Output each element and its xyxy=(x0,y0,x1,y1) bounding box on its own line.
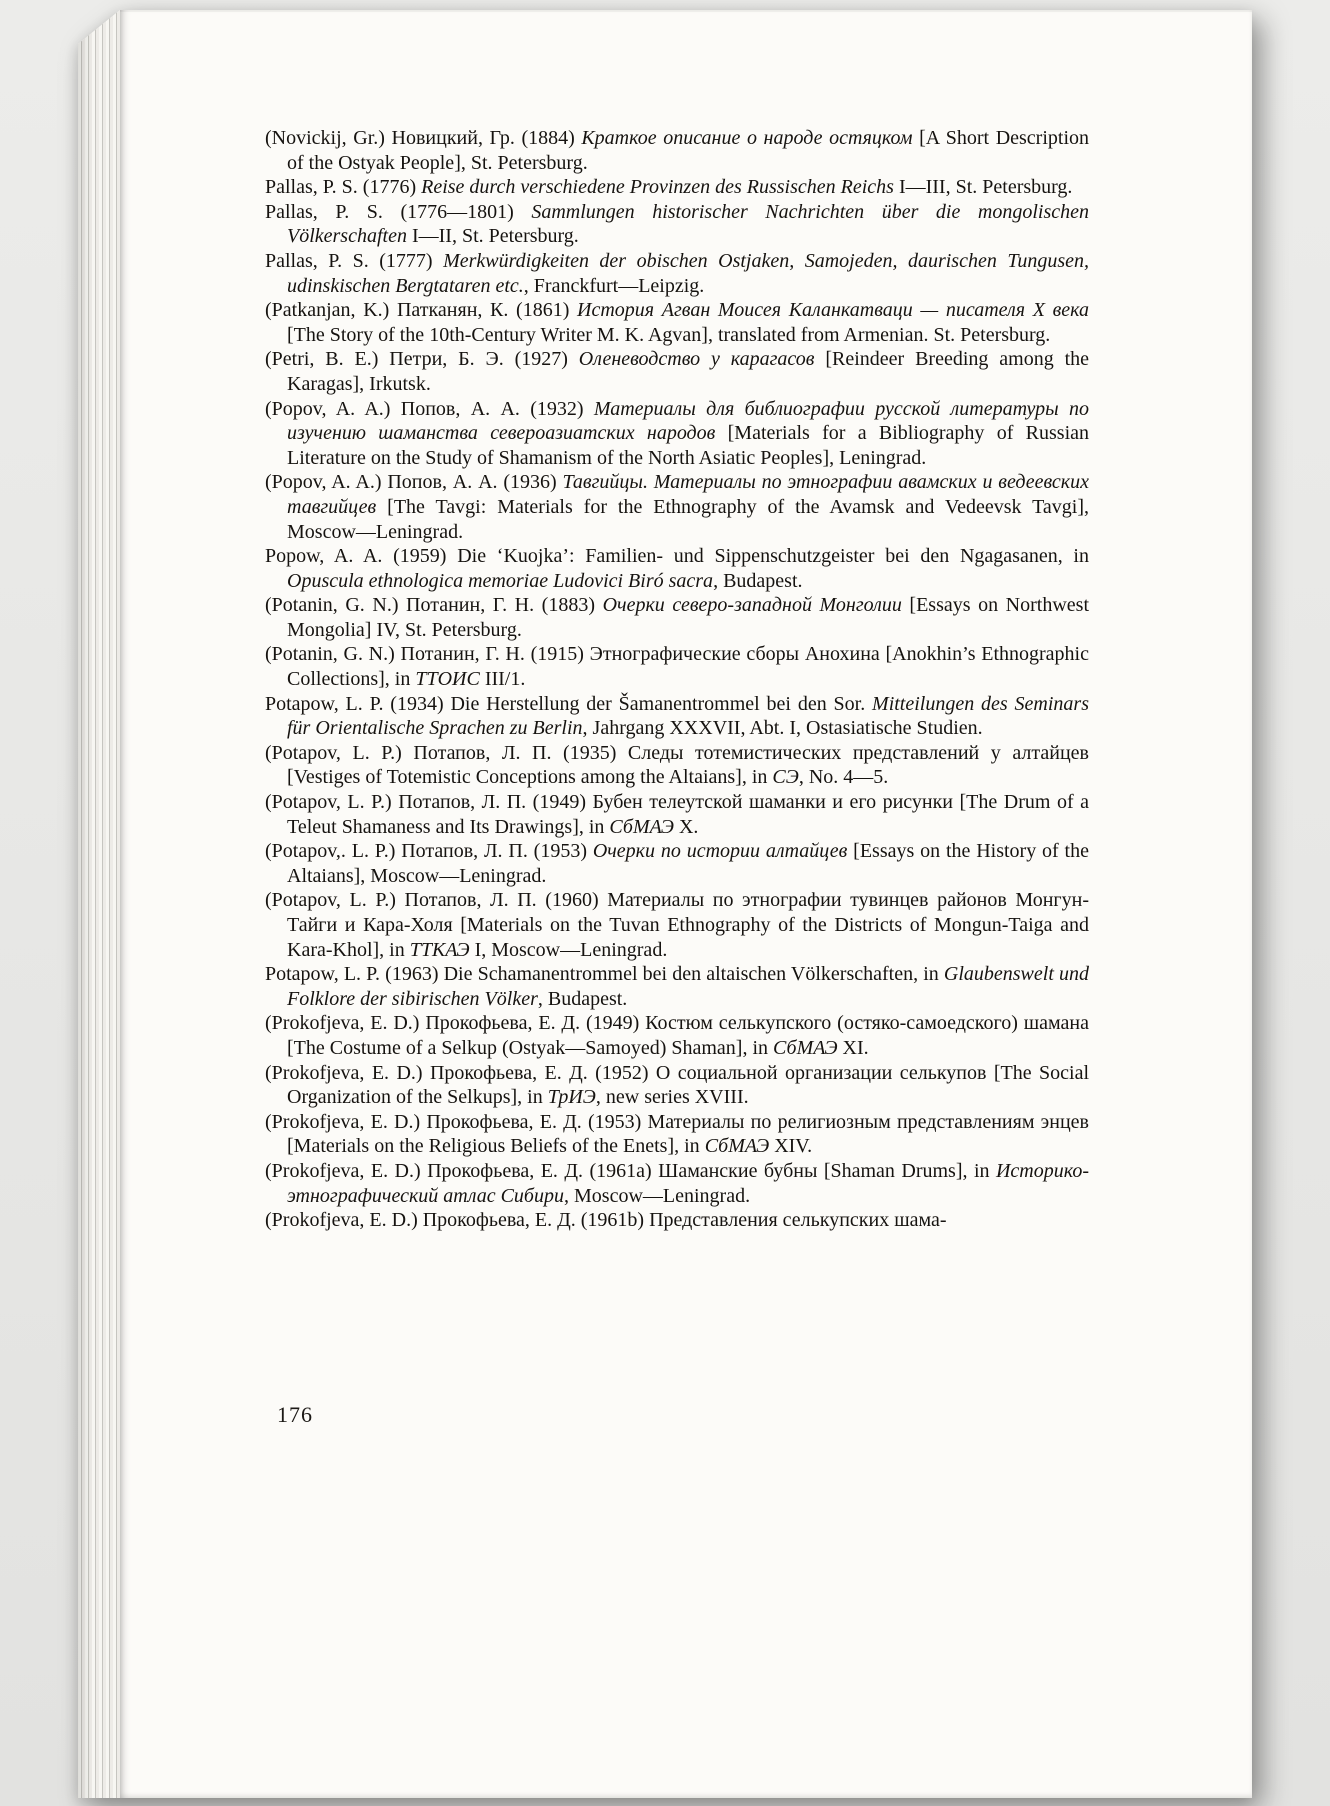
bibliography-entry xyxy=(265,741,1089,790)
bibliography-entry xyxy=(265,1061,1089,1110)
scanned-book xyxy=(78,10,1252,1798)
bibliography-entry xyxy=(265,347,1089,396)
entry-text: (Prokofjeva, E. D.) Прокофьева, Е. Д. (1949) Костюм селькупского (остяко-самоедского) шамана [The Costume of a Selkup (Ostyak—Samoyed) Shaman], in xyxy=(265,1012,1089,1059)
bibliography-entry xyxy=(265,888,1089,962)
bibliography-entry xyxy=(265,1208,1089,1233)
entry-text: [Reindeer Breeding among the Karagas], Irkutsk. xyxy=(287,348,1090,395)
entry-text: Pallas, P. S. (1777) xyxy=(265,249,444,272)
bibliography-entry xyxy=(265,839,1089,888)
entry-text: , Budapest. xyxy=(537,987,628,1010)
entry-text: [A Short Description of the Ostyak People], St. Petersburg. xyxy=(287,127,1089,174)
entry-text: (Prokofjeva, E. D.) Прокофьева, Е. Д. (1961a) Шаманские бубны [Shaman Drums], in xyxy=(265,1159,996,1182)
entry-title-italic: ТТОИС xyxy=(415,668,480,691)
entry-title-italic: СбМАЭ xyxy=(704,1135,770,1158)
entry-text: (Potanin, G. N.) Потанин, Г. Н. (1915) Этнографические сборы Анохина [Anokhin’s Ethnographic Collections], in xyxy=(265,643,1089,691)
page-number: 176 xyxy=(277,1402,313,1427)
entry-text: [Materials for a Bibliography of Russian Literature on the Study of Shamanism of the North Asiatic Peoples], Leningrad. xyxy=(287,422,1089,469)
entry-text: (Potapov, L. P.) Потапов, Л. П. (1935) Следы тотемистических представлений у алтайцев [Vestiges of Totemistic Conceptions among the Altaians], in xyxy=(265,741,1089,789)
entry-text: I, Moscow—Leningrad. xyxy=(469,938,668,961)
entry-text: , Budapest. xyxy=(713,569,803,592)
entry-title-italic: Opuscula ethnologica memoriae Ludovici Biró sacra xyxy=(287,569,714,592)
entry-title-italic: Sammlungen historischer Nachrichten über die mongolischen Völkerschaften xyxy=(287,200,1090,248)
bibliography-entry xyxy=(265,692,1089,741)
entry-title-italic: Очерки по истории алтайцев xyxy=(592,840,848,863)
entry-title-italic: Материалы для библиографии русской литературы по изучению шаманства североазиатских народов xyxy=(287,397,1089,445)
entry-title-italic: Merkwürdigkeiten der obischen Ostjaken, Samojeden, daurischen Tungusen, udinskischen Bergtataren etc. xyxy=(287,249,1089,297)
entry-text: [The Tavgi: Materials for the Ethnography of the Avamsk and Vedeevsk Tavgi], Moscow—Leningrad. xyxy=(287,495,1089,543)
entry-text: XI. xyxy=(837,1036,869,1059)
entry-title-italic: СбМАЭ xyxy=(609,815,674,838)
entry-title-italic: Очерки северо-западной Монголии xyxy=(602,594,902,617)
entry-text: XIV. xyxy=(769,1135,813,1158)
entry-text: Pallas, P. S. (1776) xyxy=(265,176,422,199)
entry-text: (Potapov,. L. P.) Потапов, Л. П. (1953) xyxy=(265,840,593,863)
entry-title-italic: Glaubenswelt und Folklore der sibirischen Völker xyxy=(287,963,1089,1010)
bibliography-entry xyxy=(265,642,1089,691)
entry-text: Potapow, L. P. (1963) Die Schamanentrommel bei den altaischen Völkerschaften, in xyxy=(265,963,944,986)
entry-text: III/1. xyxy=(479,668,526,691)
bibliography-entry xyxy=(265,1159,1089,1208)
bibliography-entry xyxy=(265,298,1089,347)
entry-text: I—II, St. Petersburg. xyxy=(406,225,579,248)
entry-title-italic: Mitteilungen des Seminars für Orientalische Sprachen zu Berlin xyxy=(287,692,1089,740)
bibliography-entry xyxy=(265,200,1089,249)
entry-title-italic: Оленеводство у карагасов xyxy=(578,348,815,371)
entry-text: X. xyxy=(673,815,699,838)
bibliography-entry xyxy=(265,790,1089,839)
entry-title-italic: Тавгийцы. Материалы по этнографии авамских и ведеевских тавгийцев xyxy=(287,471,1089,518)
entry-text: Pallas, P. S. (1776—1801) xyxy=(265,200,532,223)
bibliography-entry xyxy=(265,593,1089,642)
bibliography-list xyxy=(265,126,1089,1233)
page-stack-edge xyxy=(78,10,120,1798)
entry-text: (Patkanjan, K.) Патканян, К. (1861) xyxy=(265,299,578,322)
entry-title-italic: История Агван Моисея Каланкатваци — писателя X века xyxy=(577,299,1089,322)
entry-text: (Popov, A. A.) Попов, А. А. (1936) xyxy=(265,471,563,494)
entry-text: [The Story of the 10th-Century Writer M. K. Agvan], translated from Armenian. St. Petersburg. xyxy=(287,323,1051,346)
entry-text: (Popov, A. A.) Попов, А. А. (1932) xyxy=(265,397,594,420)
entry-text: (Prokofjeva, E. D.) Прокофьева, Е. Д. (1961b) Представления селькупских шама- xyxy=(265,1209,947,1232)
entry-text: I—III, St. Petersburg. xyxy=(893,176,1073,199)
bibliography-entry xyxy=(265,397,1089,471)
book-page xyxy=(120,10,1252,1798)
entry-text: (Potapov, L. P.) Потапов, Л. П. (1949) Бубен телеутской шаманки и его рисунки [The Drum of a Teleut Shamaness and Its Drawings], in xyxy=(265,791,1089,838)
entry-text: (Prokofjeva, E. D.) Прокофьева, Е. Д. (1952) О социальной организации селькупов [The Social Organization of the Selkups], in xyxy=(265,1061,1089,1109)
bibliography-entry xyxy=(265,1110,1089,1159)
entry-text: (Potanin, G. N.) Потанин, Г. Н. (1883) xyxy=(265,594,603,617)
entry-text: (Novickij, Gr.) Новицкий, Гр. (1884) xyxy=(265,127,582,149)
bibliography-entry xyxy=(265,962,1089,1011)
entry-text: (Petri, B. E.) Петри, Б. Э. (1927) xyxy=(265,348,579,371)
entry-text: , Franckfurt—Leipzig. xyxy=(523,274,705,297)
entry-title-italic: Краткое описание о народе остяцком xyxy=(581,127,913,149)
bibliography-entry xyxy=(265,1011,1089,1060)
entry-title-italic: СбМАЭ xyxy=(773,1036,838,1059)
entry-text: , No. 4—5. xyxy=(798,766,889,789)
entry-text: [Essays on the History of the Altaians], Moscow—Leningrad. xyxy=(287,840,1089,887)
entry-title-italic: ТТКАЭ xyxy=(409,938,470,961)
entry-text: [Essays on Northwest Mongolia] IV, St. Petersburg. xyxy=(287,594,1089,641)
bibliography-entry xyxy=(265,126,1089,175)
entry-title-italic: СЭ xyxy=(772,766,799,789)
entry-text: , Moscow—Leningrad. xyxy=(564,1184,751,1207)
entry-title-italic: ТрИЭ xyxy=(547,1086,596,1109)
bibliography-entry xyxy=(265,544,1089,593)
entry-text: , new series XVIII. xyxy=(595,1086,749,1109)
entry-title-italic: Reise durch verschiedene Provinzen des Russischen Reichs xyxy=(421,176,894,199)
bibliography-entry xyxy=(265,470,1089,544)
bibliography-entry xyxy=(265,175,1089,200)
entry-text: Popow, A. A. (1959) Die ‘Kuojka’: Familien- und Sippenschutzgeister bei den Ngagasanen, in xyxy=(265,545,1089,568)
entry-text: , Jahrgang XXXVII, Abt. I, Ostasiatische Studien. xyxy=(582,717,983,740)
bibliography-entry xyxy=(265,249,1089,298)
entry-text: (Prokofjeva, E. D.) Прокофьева, Е. Д. (1953) Материалы по религиозным представлениям энцев [Materials on the Religious Beliefs of the Enets], in xyxy=(265,1110,1089,1158)
entry-text: Potapow, L. P. (1934) Die Herstellung der Šamanentrommel bei den Sor. xyxy=(265,692,873,715)
entry-text: (Potapov, L. P.) Потапов, Л. П. (1960) Материалы по этнографии тувинцев районов Монгун-Тайги и Кара-Холя [Materials on the Tuvan Ethnography of the Districts of Mongun-Taiga and Kara-Khol], in xyxy=(265,889,1089,961)
entry-title-italic: Историко-этнографический атлас Сибири xyxy=(287,1159,1089,1207)
